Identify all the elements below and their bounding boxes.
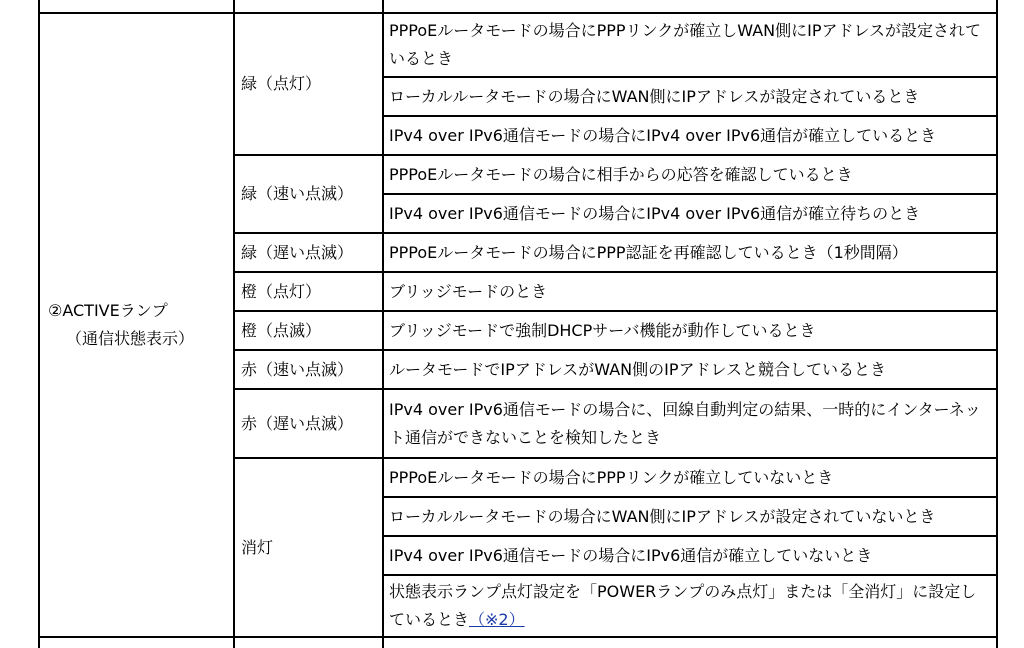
border-right [996, 0, 998, 648]
description-text: IPv4 over IPv6通信モードの場合にIPv4 over IPv6通信が確立待ちのとき [389, 203, 921, 223]
description-cell [384, 351, 996, 388]
lamp-subtitle: （通信状態表示） [66, 329, 195, 348]
description-text: ローカルルータモードの場合にWAN側にIPアドレスが設定されていないとき [389, 506, 936, 526]
description-cell [384, 312, 996, 349]
description-text: PPPoEルータモードの場合にPPPリンクが確立していないとき [389, 467, 834, 487]
state-cell [235, 312, 383, 349]
description-cell [384, 537, 996, 574]
state-cell [235, 14, 383, 154]
state-label: 赤（速い点滅） [241, 359, 354, 379]
state-label: 橙（点滅） [241, 320, 322, 340]
lamp-name: ②ACTIVEランプ [48, 301, 168, 320]
lamp-name-cell [40, 14, 234, 636]
description-cell [384, 156, 996, 193]
state-cell [235, 273, 383, 310]
state-label: 緑（遅い点滅） [241, 242, 354, 262]
description-cell [384, 576, 996, 636]
description-text: IPv4 over IPv6通信モードの場合に、回線自動判定の結果、一時的にインターネット通信ができないことを検知したとき [389, 399, 981, 447]
description-text: PPPoEルータモードの場合にPPPリンクが確立しWAN側にIPアドレスが設定されているとき [389, 21, 982, 68]
description-text: PPPoEルータモードの場合に相手からの応答を確認しているとき [389, 164, 853, 184]
description-text: 状態表示ランプ点灯設定を「POWERランプのみ点灯」または「全消灯」に設定しているとき [389, 582, 977, 629]
state-label: 消灯 [241, 537, 274, 557]
state-cell [235, 390, 383, 457]
description-cell [384, 234, 996, 271]
description-text-with-note [389, 578, 992, 634]
description-cell [384, 117, 996, 154]
description-text: ブリッジモードのとき [389, 281, 548, 301]
note-link[interactable]: （※2） [469, 610, 525, 629]
state-label: 橙（点灯） [241, 281, 322, 301]
description-text: ローカルルータモードの場合にWAN側にIPアドレスが設定されているとき [389, 86, 920, 106]
description-cell [384, 78, 996, 115]
description-cell [384, 195, 996, 232]
description-cell [384, 390, 996, 457]
description-text: ブリッジモードで強制DHCPサーバ機能が動作しているとき [389, 320, 816, 340]
state-cell [235, 156, 383, 232]
description-cell [384, 459, 996, 496]
state-cell [235, 234, 383, 271]
description-text: IPv4 over IPv6通信モードの場合にIPv4 over IPv6通信が確立しているとき [389, 125, 937, 145]
description-cell [384, 14, 996, 76]
description-cell [384, 498, 996, 535]
state-label: 緑（速い点滅） [241, 184, 354, 203]
state-cell [235, 459, 383, 636]
state-label: 赤（遅い点滅） [241, 413, 354, 433]
description-text: PPPoEルータモードの場合にPPP認証を再確認しているとき（1秒間隔） [389, 242, 908, 262]
border-bottom [38, 636, 998, 638]
description-text: ルータモードでIPアドレスがWAN側のIPアドレスと競合しているとき [389, 359, 886, 379]
description-text: IPv4 over IPv6通信モードの場合にIPv6通信が確立していないとき [389, 545, 873, 565]
state-label: 緑（点灯） [241, 74, 322, 93]
description-cell [384, 273, 996, 310]
state-cell [235, 351, 383, 388]
